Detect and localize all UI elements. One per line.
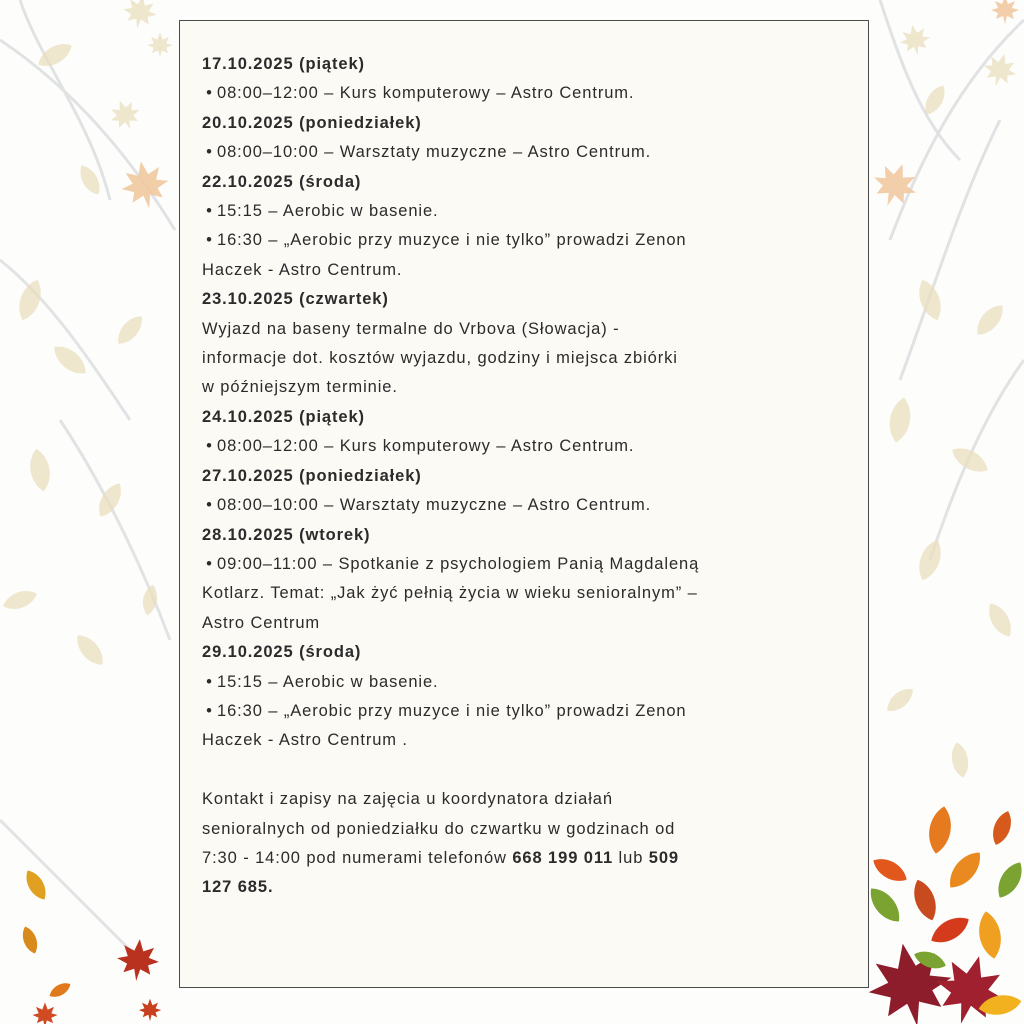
day-heading: 28.10.2025 (wtorek) bbox=[202, 525, 371, 544]
event-description: w późniejszym terminie. bbox=[202, 378, 398, 397]
event-text-continued: Kotlarz. Temat: „Jak żyć pełnią życia w wieku senioralnym” – bbox=[202, 584, 698, 603]
bullet-icon: • bbox=[206, 143, 213, 162]
event-text: 15:15 – Aerobic w basenie. bbox=[217, 672, 439, 691]
event-text-continued: Haczek - Astro Centrum. bbox=[202, 260, 403, 279]
event-entry bbox=[202, 226, 848, 255]
day-heading: 27.10.2025 (poniedziałek) bbox=[202, 466, 422, 485]
bullet-icon: • bbox=[206, 231, 213, 250]
schedule-card bbox=[179, 20, 869, 988]
day-heading: 29.10.2025 (środa) bbox=[202, 643, 362, 662]
bullet-icon: • bbox=[206, 701, 213, 720]
event-description: informacje dot. kosztów wyjazdu, godziny i miejsca zbiórki bbox=[202, 349, 678, 368]
event-text: 16:30 – „Aerobic przy muzyce i nie tylko” prowadzi Zenon bbox=[217, 231, 687, 250]
event-text-continued: Haczek - Astro Centrum . bbox=[202, 731, 408, 750]
contact-line bbox=[202, 844, 848, 873]
day-heading: 17.10.2025 (piątek) bbox=[202, 55, 365, 73]
contact-text: lub bbox=[613, 848, 649, 867]
day-heading: 20.10.2025 (poniedziałek) bbox=[202, 113, 422, 132]
event-description: Wyjazd na baseny termalne do Vrbova (Słowacja) - bbox=[202, 319, 620, 338]
event-entry bbox=[202, 432, 848, 461]
bullet-icon: • bbox=[206, 437, 213, 456]
event-text: 08:00–12:00 – Kurs komputerowy – Astro Centrum. bbox=[217, 84, 635, 103]
phone-number: 509 bbox=[648, 848, 679, 867]
bullet-icon: • bbox=[206, 672, 213, 691]
spacer bbox=[202, 756, 848, 785]
event-entry bbox=[202, 79, 848, 108]
day-heading: 23.10.2025 (czwartek) bbox=[202, 290, 389, 309]
event-text: 08:00–10:00 – Warsztaty muzyczne – Astro Centrum. bbox=[217, 143, 652, 162]
event-entry bbox=[202, 697, 848, 726]
event-text: 16:30 – „Aerobic przy muzyce i nie tylko” prowadzi Zenon bbox=[217, 701, 687, 720]
contact-line: senioralnych od poniedziałku do czwartku w godzinach od bbox=[202, 819, 676, 838]
phone-number: 668 199 011 bbox=[512, 848, 614, 867]
event-text: 09:00–11:00 – Spotkanie z psychologiem Panią Magdaleną bbox=[217, 554, 700, 573]
bullet-icon: • bbox=[206, 84, 213, 103]
contact-text: 7:30 - 14:00 pod numerami telefonów bbox=[202, 848, 513, 867]
contact-line: Kontakt i zapisy na zajęcia u koordynatora działań bbox=[202, 790, 613, 809]
event-entry bbox=[202, 138, 848, 167]
event-text: 08:00–10:00 – Warsztaty muzyczne – Astro Centrum. bbox=[217, 496, 652, 515]
event-entry bbox=[202, 668, 848, 697]
event-text: 08:00–12:00 – Kurs komputerowy – Astro Centrum. bbox=[217, 437, 635, 456]
bullet-icon: • bbox=[206, 496, 213, 515]
bullet-icon: • bbox=[206, 202, 213, 221]
contact-info bbox=[202, 785, 848, 903]
event-entry bbox=[202, 550, 848, 579]
event-entry bbox=[202, 197, 848, 226]
bullet-icon: • bbox=[206, 554, 213, 573]
event-text: 15:15 – Aerobic w basenie. bbox=[217, 202, 439, 221]
schedule-list bbox=[202, 50, 848, 756]
day-heading: 24.10.2025 (piątek) bbox=[202, 407, 365, 426]
phone-number: 127 685. bbox=[202, 878, 274, 897]
day-heading: 22.10.2025 (środa) bbox=[202, 172, 362, 191]
event-entry bbox=[202, 491, 848, 520]
event-text-continued: Astro Centrum bbox=[202, 613, 321, 632]
contact-line bbox=[202, 873, 848, 902]
